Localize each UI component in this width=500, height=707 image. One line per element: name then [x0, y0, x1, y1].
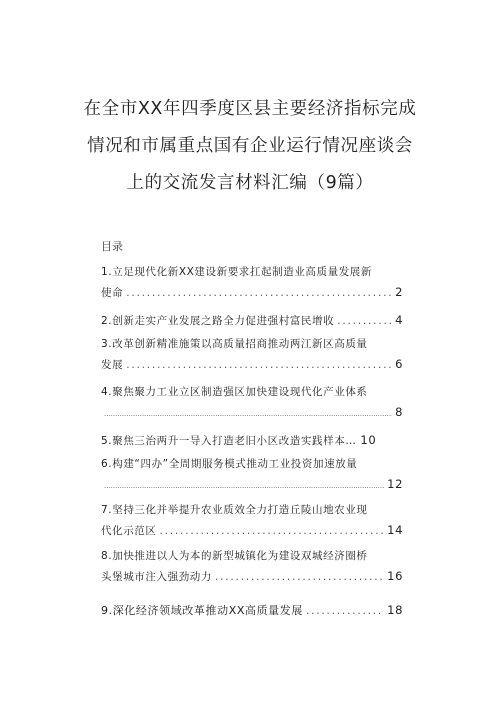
- toc-entry-text-cont: 代化示范区: [101, 525, 157, 537]
- toc-entry-5[interactable]: [101, 430, 403, 450]
- toc-entry-text-cont: 发展: [101, 359, 124, 371]
- toc-entry-8[interactable]: [101, 546, 403, 586]
- toc-entry-text: 5.聚焦三治两升一导入打造老旧小区改造实践样本…: [101, 435, 357, 447]
- toc-entry-9[interactable]: [101, 600, 403, 620]
- toc-leader-dots: [306, 601, 384, 621]
- toc-page-number: 14: [387, 523, 403, 537]
- document-title-line-3: 上的交流发言材料汇编（9篇）: [126, 173, 374, 193]
- toc-entry-text-cont: 头堡城市注入强劲动力: [101, 571, 212, 583]
- toc-entry-1[interactable]: [101, 262, 403, 302]
- toc-entry-text: 3.改革创新精准施策以高质量招商推动两江新区高质量: [101, 338, 368, 350]
- toc-page-number: 10: [360, 433, 377, 447]
- toc-page-number: 8: [395, 405, 403, 419]
- toc-entry-6[interactable]: [101, 454, 403, 494]
- toc-entry-text: 2.创新走实产业发展之路全力促进强村富民增收: [101, 315, 335, 327]
- toc-page-number: 16: [387, 569, 403, 583]
- toc-page-number: 6: [395, 357, 403, 371]
- toc-leader-dots: [160, 521, 385, 541]
- toc-leader-dots: [215, 567, 384, 587]
- toc-page-number: 12: [387, 477, 403, 491]
- toc-entry-4[interactable]: [101, 382, 403, 422]
- toc-entry-7[interactable]: [101, 500, 403, 540]
- toc-entry-2[interactable]: [101, 310, 403, 330]
- toc-entry-text: 7.坚持三化并举提升农业质效全力打造丘陵山地农业现: [101, 504, 368, 516]
- toc-leader-dots: [126, 355, 392, 375]
- toc-entry-3[interactable]: [101, 334, 403, 374]
- toc-entry-text: 4.聚焦聚力工业立区制造强区加快建设现代化产业体系: [101, 386, 368, 398]
- toc-page-number: 18: [387, 603, 403, 617]
- toc-page-number: 4: [395, 313, 403, 327]
- document-title-line-2: 情况和市属重点国有企业运行情况座谈会: [87, 136, 413, 156]
- toc-leader-dots: [104, 476, 384, 496]
- toc-entry-text: 9.深化经济领域改革推动XX高质量发展: [101, 604, 303, 617]
- toc-entry-text: 1.立足现代化新XX建设新要求扛起制造业高质量发展新: [101, 266, 373, 278]
- toc-page-number: 2: [395, 285, 403, 299]
- toc-entry-text-cont: 使命: [101, 287, 124, 299]
- document-title-line-1: 在全市XX年四季度区县主要经济指标完成: [83, 99, 417, 119]
- toc-heading: 目录: [101, 240, 123, 253]
- toc-leader-dots: [104, 404, 392, 424]
- toc-entry-text: 6.构建“四办”全周期服务模式推动工业投资加速放量: [101, 458, 358, 470]
- toc-entry-text: 8.加快推进以人为本的新型城镇化为建设双城经济圈桥: [101, 550, 368, 562]
- toc-leader-dots: [337, 311, 392, 331]
- toc-leader-dots: [126, 283, 392, 303]
